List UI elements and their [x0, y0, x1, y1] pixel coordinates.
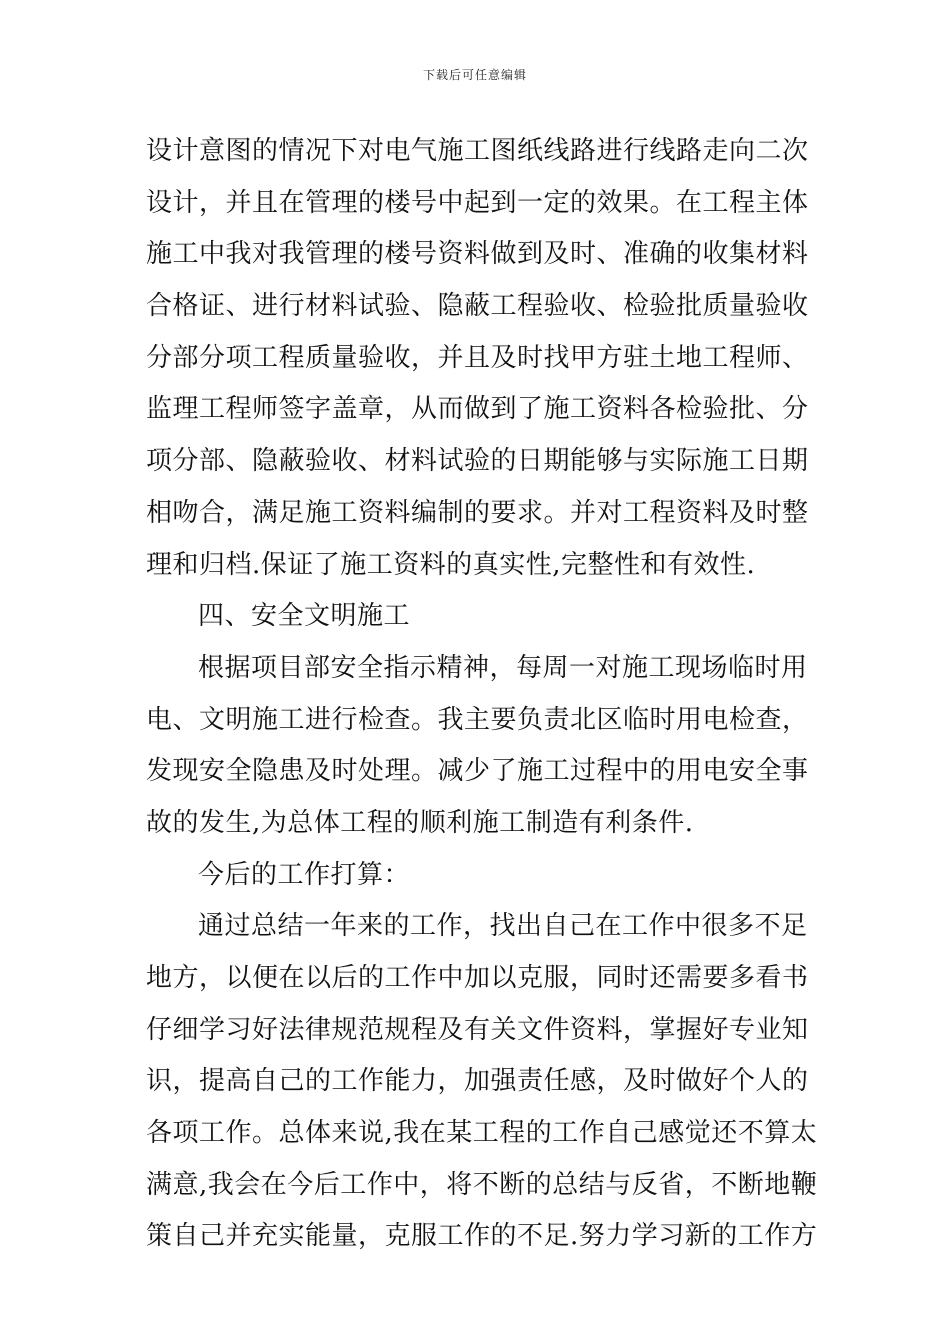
text-line: 仔细学习好法律规范规程及有关文件资料，掌握好专业知 — [146, 1014, 809, 1045]
text-line: 地方，以便在以后的工作中加以克服，同时还需要多看书 — [146, 963, 809, 993]
text-line: 发现安全隐患及时处理。减少了施工过程中的用电安全事 — [146, 756, 809, 787]
text-line: 施工中我对我管理的楼号资料做到及时、准确的收集材料 — [146, 239, 809, 270]
text-line: 识，提高自己的工作能力，加强责任感，及时做好个人的 — [146, 1066, 809, 1097]
text-line: 策自己并充实能量，克服工作的不足.努力学习新的工作方 — [146, 1221, 818, 1252]
text-line: 项分部、隐蔽验收、材料试验的日期能够与实际施工日期 — [146, 446, 809, 477]
text-line: 各项工作。总体来说,我在某工程的工作自己感觉还不算太 — [146, 1118, 818, 1149]
text-line: 理和归档.保证了施工资料的真实性,完整性和有效性. — [146, 549, 756, 580]
text-line: 设计意图的情况下对电气施工图纸线路进行线路走向二次 — [146, 136, 809, 166]
text-line: 监理工程师签字盖章，从而做到了施工资料各检验批、分 — [146, 394, 809, 425]
text-line: 故的发生,为总体工程的顺利施工制造有利条件. — [146, 807, 694, 838]
text-line: 根据项目部安全指示精神，每周一对施工现场临时用 — [198, 652, 808, 683]
text-line: 设计，并且在管理的楼号中起到一定的效果。在工程主体 — [146, 187, 809, 218]
text-line: 分部分项工程质量验收，并且及时找甲方驻土地工程师、 — [146, 342, 809, 373]
document-body — [146, 126, 818, 1263]
text-line: 合格证、进行材料试验、隐蔽工程验收、检验批质量验收 — [146, 291, 809, 322]
text-line: 电、文明施工进行检查。我主要负责北区临时用电检查， — [146, 704, 809, 735]
text-line: 通过总结一年来的工作，找出自己在工作中很多不足 — [198, 911, 808, 942]
text-line: 相吻合，满足施工资料编制的要求。并对工程资料及时整 — [146, 497, 809, 528]
text-line: 四、安全文明施工 — [198, 601, 411, 632]
text-line: 满意,我会在今后工作中，将不断的总结与反省，不断地鞭 — [146, 1169, 818, 1200]
text-line: 今后的工作打算： — [198, 859, 411, 890]
page-header: 下载后可任意编辑 — [422, 68, 527, 82]
